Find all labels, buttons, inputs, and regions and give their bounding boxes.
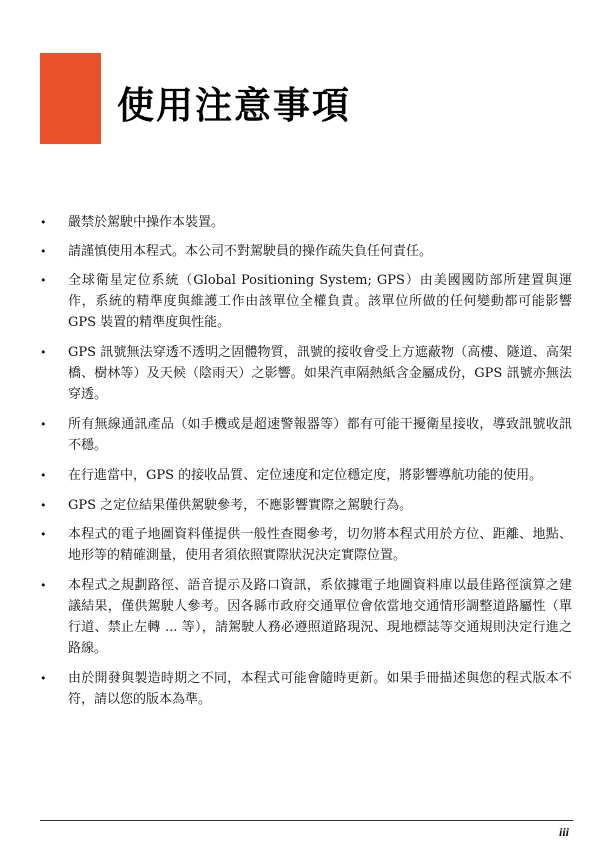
notice-list: [40, 212, 572, 718]
notice-item: [40, 495, 572, 516]
notice-text: 由於開發與製造時期之不同，本程式可能會隨時更新。如果手冊描述與您的程式版本不符，請以您的版本為準。: [68, 671, 572, 707]
notice-text: 所有無線通訊產品（如手機或是超速警報器等）都有可能干擾衛星接收，導致訊號收訊不穩。: [68, 417, 572, 453]
notice-item: [40, 465, 572, 486]
bullet-icon: •: [40, 579, 47, 592]
notice-text: 本程式之規劃路徑、語音提示及路口資訊，系依據電子地圖資料庫以最佳路徑演算之建議結果，僅供駕駛人參考。因各縣市政府交通單位會依當地交通情形調整道路屬性（單行道、禁止左轉 ... 等），請駕駛人務必遵照道路現況、現地標誌等交通規則決定行進之路線。: [68, 578, 572, 656]
page-number: iii: [558, 825, 569, 839]
notice-item: [40, 241, 572, 262]
bullet-icon: •: [40, 528, 47, 541]
notice-text: GPS 訊號無法穿透不透明之固體物質，訊號的接收會受上方遮蔽物（高樓、隧道、高架橋、樹林等）及天候（陰雨天）之影響。如果汽車隔熱紙含金屬成份，GPS 訊號亦無法穿透。: [68, 345, 572, 402]
notice-text: 全球衛星定位系統（Global Positioning System; GPS）由美國國防部所建置與運作，系統的精準度與維護工作由該單位全權負責。該單位所做的任何變動都可能影響 GPS 裝置的精準度與性能。: [68, 273, 572, 330]
page-title: 使用注意事項: [117, 84, 351, 127]
notice-item: [40, 524, 572, 566]
notice-text: 請謹慎使用本程式。本公司不對駕駛員的操作疏失負任何責任。: [68, 244, 433, 259]
notice-item: [40, 212, 572, 233]
bullet-icon: •: [40, 346, 47, 359]
bullet-icon: •: [40, 469, 47, 482]
notice-text: 在行進當中，GPS 的接收品質、定位速度和定位穩定度，將影響導航功能的使用。: [68, 468, 543, 483]
notice-item: [40, 342, 572, 405]
bullet-icon: •: [40, 274, 47, 287]
title-accent-block: [40, 53, 101, 144]
notice-text: 嚴禁於駕駛中操作本裝置。: [68, 215, 225, 230]
footer-divider: [40, 820, 573, 821]
bullet-icon: •: [40, 672, 47, 685]
bullet-icon: •: [40, 216, 47, 229]
bullet-icon: •: [40, 418, 47, 431]
bullet-icon: •: [40, 245, 47, 258]
notice-text: GPS 之定位結果僅供駕駛參考，不應影響實際之駕駛行為。: [68, 498, 413, 513]
notice-item: [40, 270, 572, 333]
notice-text: 本程式的電子地圖資料僅提供一般性查閱參考，切勿將本程式用於方位、距離、地點、地形等的精確測量，使用者須依照實際狀況決定實際位置。: [68, 527, 572, 563]
notice-item: [40, 575, 572, 659]
notice-item: [40, 668, 572, 710]
bullet-icon: •: [40, 499, 47, 512]
notice-item: [40, 414, 572, 456]
